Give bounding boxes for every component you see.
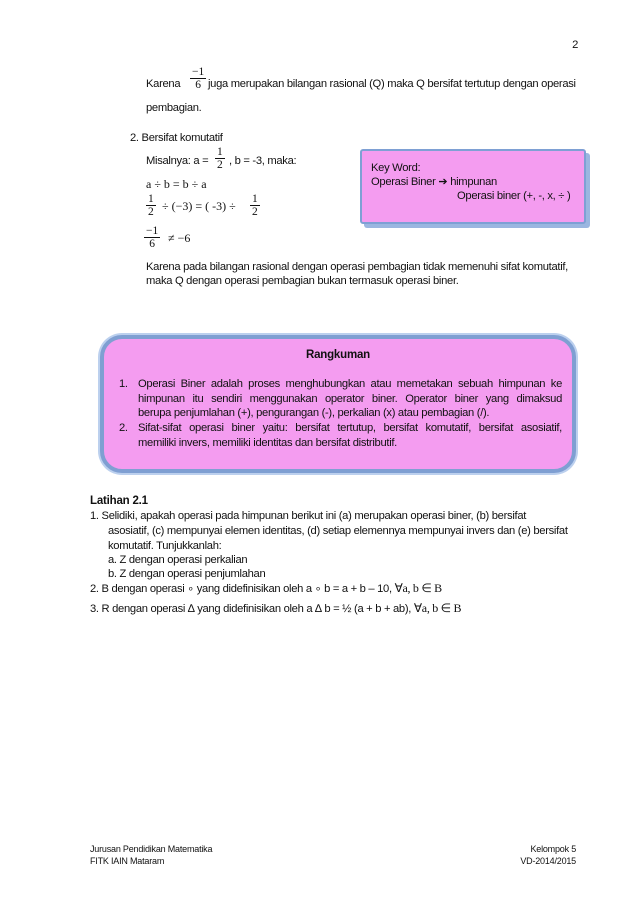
equation-line-2-middle: ÷ (−3) = ( -3) ÷	[162, 199, 236, 213]
equation-line-1: a ÷ b = b ÷ a	[146, 177, 207, 191]
summary-item-2-line-2: memiliki invers, memiliki identitas dan bersifat distributif.	[138, 436, 397, 449]
summary-title: Rangkuman	[305, 349, 371, 361]
summary-item-1-line-3: berupa penjumlahan (+), pengurangan (-), perkalian (x) atau pembagian (/).	[138, 407, 490, 419]
example-fraction-numerator: 1	[217, 146, 223, 158]
right-arrow-icon: ➔	[438, 176, 448, 188]
summary-item-1-number: 1.	[119, 378, 128, 390]
equation2-left-numerator: 1	[148, 193, 154, 205]
exercise-q1-line-3: komutatif. Tunjukkanlah:	[108, 540, 222, 552]
equation-line-3-rest: ≠ −6	[168, 231, 191, 245]
keyword-title: Key Word:	[371, 162, 421, 174]
summary-box	[100, 335, 576, 473]
footer-left	[90, 843, 212, 867]
intro-continuation: pembagian.	[146, 102, 202, 114]
keyword-line-1	[371, 175, 497, 189]
summary-item-2	[138, 421, 562, 450]
footer-right-line-1: Kelompok 5	[530, 844, 576, 854]
keyword-line-2: Operasi biner (+, -, x, ÷ )	[457, 190, 571, 202]
exercise-q1-option-a: a. Z dengan operasi perkalian	[108, 554, 248, 566]
summary-item-2-line-1: Sifat-sifat operasi biner yaitu: bersifat tertutup, bersifat komutatif, bersifat asosiatif,	[138, 422, 562, 434]
equation3-fraction	[144, 225, 160, 250]
intro-fraction-numerator: −1	[192, 66, 205, 78]
conclusion-line-2: maka Q dengan operasi pembagian bukan termasuk operasi biner.	[146, 275, 459, 287]
footer-left-line-1: Jurusan Pendidikan Matematika	[90, 844, 213, 854]
exercise-title: Latihan 2.1	[90, 495, 148, 507]
exercise-q3-math: ∀a, b ∈ B	[413, 601, 462, 615]
equation2-right-numerator: 1	[252, 193, 258, 205]
equation2-left-denominator: 2	[148, 206, 154, 218]
intro-text: juga merupakan bilangan rasional (Q) maka Q bersifat tertutup dengan operasi	[208, 78, 576, 90]
example-prefix: Misalnya: a =	[146, 155, 209, 167]
example-suffix: , b = -3, maka:	[229, 155, 297, 167]
footer-left-line-2: FITK IAIN Mataram	[90, 856, 165, 866]
exercise-q1-line-2: asosiatif, (c) mempunyai elemen identitas, (d) setiap elemennya mempunyai invers dan (e) bersifat	[108, 525, 568, 537]
keyword-box	[360, 149, 586, 224]
exercise-q3-text: 3. R dengan operasi ∆ yang didefinisikan oleh a ∆ b = ½ (a + b + ab),	[90, 603, 412, 615]
example-fraction-denominator: 2	[217, 159, 223, 171]
exercise-q1-option-b: b. Z dengan operasi penjumlahan	[108, 568, 266, 580]
keyword-line-1-left: Operasi Biner	[371, 176, 436, 188]
equation2-left-fraction	[146, 193, 156, 218]
conclusion-line-1: Karena pada bilangan rasional dengan operasi pembagian tidak memenuhi sifat komutatif,	[146, 261, 568, 273]
exercise-q2	[90, 581, 442, 596]
example-fraction	[215, 146, 225, 171]
section-heading-komutatif: 2. Bersifat komutatif	[130, 132, 223, 144]
equation3-denominator: 6	[149, 238, 155, 250]
equation2-right-fraction	[250, 193, 260, 218]
intro-prefix: Karena	[146, 78, 181, 90]
page-number: 2	[572, 39, 578, 51]
summary-item-1-line-1: Operasi Biner adalah proses menghubungkan atau memetakan sebuah himpunan ke	[138, 378, 562, 390]
exercise-q3	[90, 601, 461, 616]
keyword-line-1-right: himpunan	[450, 176, 497, 188]
exercise-q2-math: ∀a, b ∈ B	[394, 581, 442, 595]
footer-right	[520, 843, 576, 867]
summary-item-2-number: 2.	[119, 422, 128, 434]
footer-right-line-2: VD-2014/2015	[520, 856, 576, 866]
exercise-q1-line-1: 1. Selidiki, apakah operasi pada himpunan berikut ini (a) merupakan operasi biner, (b) bersifat	[90, 510, 527, 522]
summary-item-1-line-2: himpunan itu sendiri menggunakan operator biner. Operator biner yang dimaksud	[138, 392, 562, 405]
summary-item-1	[138, 377, 562, 421]
equation3-numerator: −1	[146, 225, 159, 237]
intro-fraction-denominator: 6	[195, 79, 201, 91]
exercise-q2-text: 2. B dengan operasi ∘ yang didefinisikan oleh a ∘ b = a + b – 10,	[90, 583, 392, 595]
equation2-right-denominator: 2	[252, 206, 258, 218]
intro-fraction	[190, 66, 206, 91]
